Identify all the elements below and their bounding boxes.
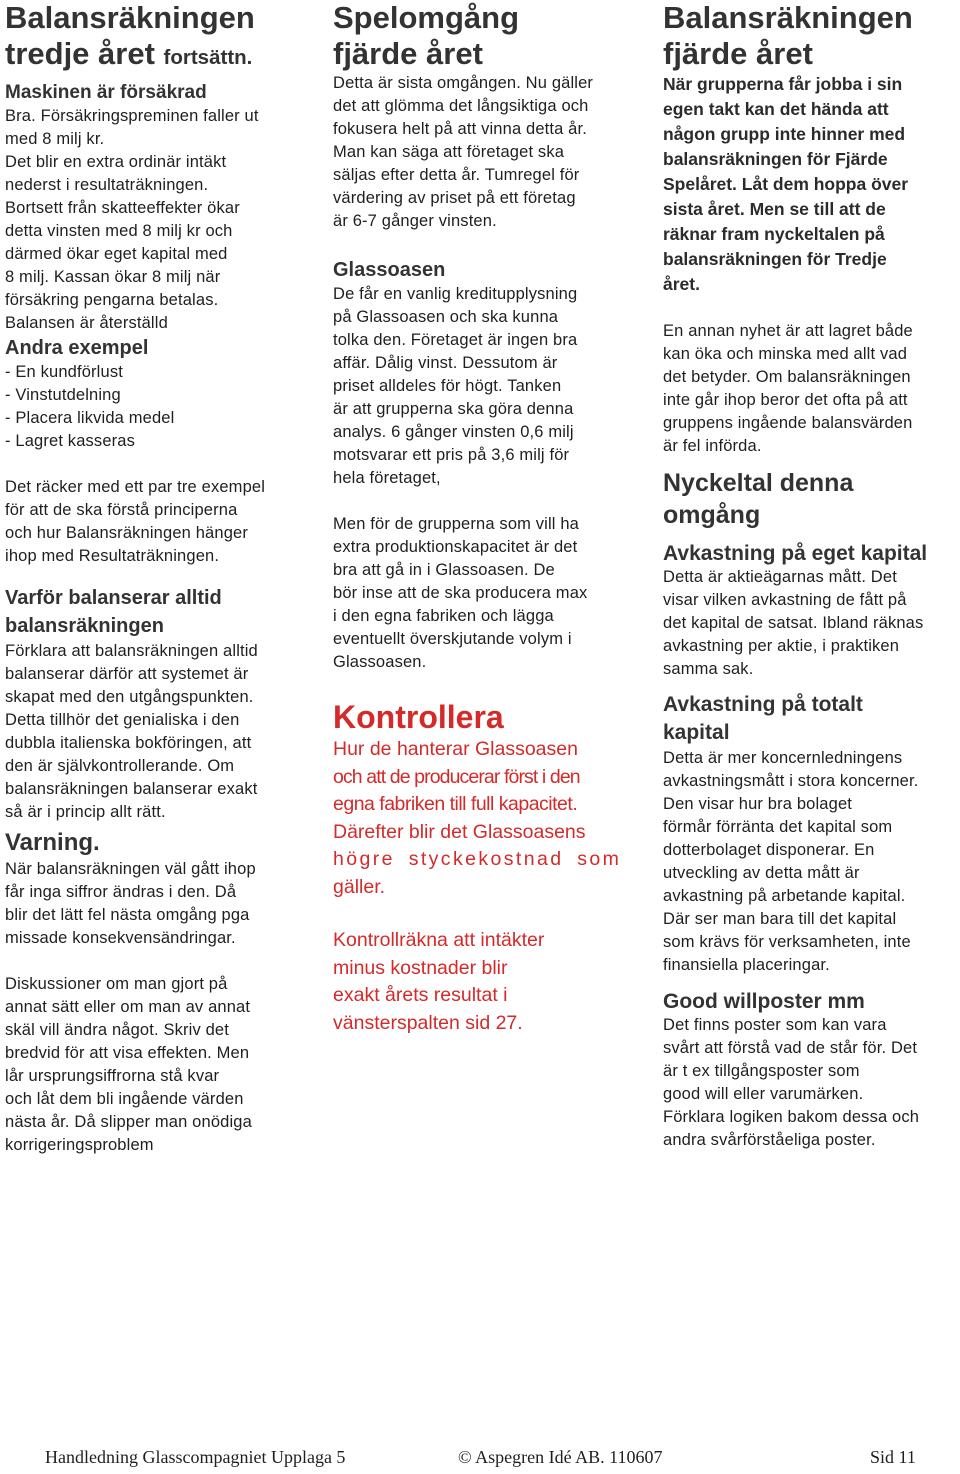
heading-kontrollera: Kontrollera — [333, 699, 504, 735]
text-line: balansräkningen för Fjärde — [663, 149, 888, 169]
text-line: De får en vanlig kreditupplysning — [333, 285, 578, 303]
text-line: ihop med Resultaträkningen. — [5, 547, 220, 565]
text-line: svårt att förstå vad de står för. Det — [663, 1039, 918, 1057]
text-line: och hur Balansräkningen hänger — [5, 524, 249, 542]
text-line: därmed ökar eget kapital med — [5, 245, 228, 263]
heading-balansrakningen-tredje — [5, 0, 315, 76]
text-line: får inga siffror ändras i den. Då — [5, 883, 237, 901]
text-line: på Glassoasen och ska kunna — [333, 308, 559, 326]
text-line: egen takt kan det hända att — [663, 99, 889, 119]
text-line: Men för de grupperna som vill ha — [333, 515, 580, 533]
text-line: annat sätt eller om man av annat — [5, 998, 251, 1016]
subheading-avkastning-totalt-kapital — [663, 691, 960, 747]
text-line: kan öka och minska med allt vad — [663, 345, 908, 363]
text-line: Detta tillhör det genialiska i den — [5, 711, 240, 729]
text-line: det kapital de satsat. Ibland räknas — [663, 614, 924, 632]
text-line: motsvarar ett pris på 3,6 milj för — [333, 446, 570, 464]
heading-line-2 — [5, 36, 315, 76]
subheading-avkastning-eget-kapital: Avkastning på eget kapital — [663, 542, 928, 565]
heading-line: omgång — [663, 501, 761, 529]
text-line: balanserar därför att systemet är — [5, 665, 249, 683]
text-line: är fel införda. — [663, 437, 762, 455]
text-line: finansiella placeringar. — [663, 956, 830, 974]
middle-column — [333, 0, 638, 1037]
subheading-andra-exempel: Andra exempel — [5, 337, 149, 359]
heading-line: kapital — [663, 721, 730, 744]
text-line: dotterbolaget disponerar. En — [663, 841, 875, 859]
text-line: lår ursprungsiffrorna stå kvar — [5, 1067, 220, 1085]
text-line: för att de ska förstå principerna — [5, 501, 238, 519]
text-line: bra att gå in i Glassoasen. De — [333, 561, 555, 579]
list-item: - Vinstutdelning — [5, 386, 121, 404]
text-line: andra svårförståeliga poster. — [663, 1131, 876, 1149]
subheading-varfor — [5, 584, 315, 640]
heading-line: Varför balanserar alltid — [5, 587, 222, 609]
text-line: Det räcker med ett par tre exempel — [5, 478, 266, 496]
paragraph-koncern — [663, 747, 960, 977]
text-line: Därefter blir det Glassoasens — [333, 820, 586, 843]
subheading-varning: Varning. — [5, 829, 100, 856]
heading-line: balansräkningen — [5, 615, 164, 637]
text-line: Förklara att balansräkningen alltid — [5, 642, 258, 660]
text-line: samma sak. — [663, 660, 754, 678]
text-line: missade konsekvensändringar. — [5, 929, 236, 947]
text-line: försäkring pengarna betalas. — [5, 291, 219, 309]
text-line: priset alldeles för högt. Tanken — [333, 377, 562, 395]
text-line: Balansen är återställd — [5, 314, 168, 332]
footer-title: Handledning Glasscompagniet Upplaga 5 — [45, 1447, 346, 1467]
text-line: högre styckekostnad som — [333, 848, 622, 870]
paragraph-kontrollera — [333, 736, 638, 901]
subheading-good-will: Good willposter mm — [663, 990, 865, 1013]
paragraph-aktieagare — [663, 566, 960, 681]
paragraph-diskussioner — [5, 973, 315, 1157]
text-line: Det finns poster som kan vara — [663, 1016, 887, 1034]
heading-line-1: Balansräkningen — [5, 0, 255, 35]
text-line: nästa år. Då slipper man onödiga — [5, 1113, 252, 1131]
text-line: någon grupp inte hinner med — [663, 124, 906, 144]
paragraph-sista-omgangen — [333, 72, 638, 233]
heading-line: Nyckeltal denna — [663, 469, 854, 497]
text-line: det betyder. Om balansräkningen — [663, 368, 911, 386]
right-column — [663, 0, 960, 1152]
text-line: När grupperna får jobba i sin — [663, 74, 903, 94]
page-footer — [0, 1447, 960, 1473]
list-item: - Lagret kasseras — [5, 432, 136, 450]
text-line: Bortsett från skatteeffekter ökar — [5, 199, 240, 217]
text-line: En annan nyhet är att lagret både — [663, 322, 913, 340]
text-line: gruppens ingående balansvärden — [663, 414, 913, 432]
text-line: nederst i resultaträkningen. — [5, 176, 209, 194]
paragraph-kontrollrakna — [333, 927, 638, 1037]
text-line: balansräkningen för Tredje — [663, 249, 887, 269]
paragraph-forsakring — [5, 105, 315, 335]
paragraph-lagret — [663, 320, 960, 458]
text-line: egna fabriken till full kapacitet. — [333, 793, 578, 815]
list-item: - Placera likvida medel — [5, 409, 175, 427]
subheading-glassoasen: Glassoasen — [333, 259, 446, 281]
text-line: extra produktionskapacitet är det — [333, 538, 578, 556]
text-line: säljas efter detta år. Tumregel för — [333, 166, 580, 184]
text-line: är t ex tillgångsposter som — [663, 1062, 860, 1080]
text-line: gäller. — [333, 875, 386, 898]
text-line: minus kostnader blir — [333, 956, 508, 979]
text-line: korrigeringsproblem — [5, 1136, 154, 1154]
text-line: Diskussioner om man gjort på — [5, 975, 228, 993]
heading-line: Avkastning på totalt — [663, 693, 863, 716]
example-list — [5, 361, 315, 453]
text-line: året. — [663, 274, 700, 294]
text-line: bredvid för att visa effekten. Men — [5, 1044, 250, 1062]
text-line: hela företaget, — [333, 469, 441, 487]
text-line: värdering av priset på ett företag — [333, 189, 576, 207]
text-line: Hur de hanterar Glassoasen — [333, 738, 578, 760]
text-line: är att grupperna ska göra denna — [333, 400, 574, 418]
text-line: Bra. Försäkringspreminen faller ut — [5, 107, 259, 125]
heading-line: fjärde året — [333, 36, 483, 71]
heading-line: Balansräkningen — [663, 0, 913, 35]
heading-main: tredje året — [5, 36, 155, 71]
heading-line: Spelomgång — [333, 0, 520, 35]
text-line: vänsterspalten sid 27. — [333, 1011, 523, 1034]
text-line: Där ser man bara till det kapital — [663, 910, 897, 928]
text-line: sista året. Men se till att de — [663, 199, 886, 219]
text-line: tolka den. Företaget är ingen bra — [333, 331, 578, 349]
text-line: visar vilken avkastning de fått på — [663, 591, 907, 609]
text-line: Spelåret. Låt dem hoppa över — [663, 174, 909, 194]
paragraph-produktionskapacitet — [333, 513, 638, 674]
text-line: avkastningsmått i stora koncerner. — [663, 772, 919, 790]
text-line: avkastning på arbetande kapital. — [663, 887, 906, 905]
text-line: avkastning per aktie, i praktiken — [663, 637, 900, 655]
left-column — [5, 0, 315, 1157]
text-line: Kontrollräkna att intäkter — [333, 929, 545, 951]
text-line: så är i princip allt rätt. — [5, 803, 166, 821]
text-line: balansräkningen balanserar exakt — [5, 780, 258, 798]
text-line: dubbla italienska bokföringen, att — [5, 734, 252, 752]
paragraph-balanserar — [5, 640, 315, 824]
paragraph-exempel — [5, 476, 315, 568]
heading-spelomgang — [333, 0, 638, 72]
text-line: skäl vill ändra något. Skriv det — [5, 1021, 229, 1039]
text-line: Man kan säga att företaget ska — [333, 143, 565, 161]
heading-balansrakningen-fjarde — [663, 0, 960, 72]
text-line: Det blir en extra ordinär intäkt — [5, 153, 227, 171]
paragraph-varning — [5, 858, 315, 950]
text-line: blir det lätt fel nästa omgång pga — [5, 906, 250, 924]
text-line: Den visar hur bra bolaget — [663, 795, 853, 813]
text-line: och att de producerar först i den — [333, 765, 580, 788]
text-line: 8 milj. Kassan ökar 8 milj när — [5, 268, 221, 286]
heading-line: fjärde året — [663, 36, 813, 71]
text-line: eventuellt överskjutande volym i — [333, 630, 572, 648]
text-line: förmår förränta det kapital som — [663, 818, 893, 836]
text-line: good will eller varumärken. — [663, 1085, 864, 1103]
text-line: och låt dem bli ingående värden — [5, 1090, 244, 1108]
text-line: den är självkontrollerande. Om — [5, 757, 235, 775]
text-line: exakt årets resultat i — [333, 984, 508, 1006]
text-line: är 6-7 gånger vinsten. — [333, 212, 497, 230]
paragraph-egen-takt — [663, 72, 960, 297]
text-line: analys. 6 gånger vinsten 0,6 milj — [333, 423, 574, 441]
text-line: bör inse att de ska producera max — [333, 584, 588, 602]
text-line: När balansräkningen väl gått ihop — [5, 860, 256, 878]
text-line: Detta är sista omgången. Nu gäller — [333, 74, 594, 92]
text-line: Förklara logiken bakom dessa och — [663, 1108, 920, 1126]
text-line: som krävs för verksamheten, inte — [663, 933, 911, 951]
paragraph-good-will — [663, 1014, 960, 1152]
footer-copyright: © Aspegren Idé AB. 110607 — [458, 1447, 663, 1467]
heading-continued: fortsättn. — [163, 46, 253, 69]
text-line: detta vinsten med 8 milj kr och — [5, 222, 233, 240]
paragraph-glassoasen — [333, 283, 638, 490]
text-line: utveckling av detta mått är — [663, 864, 860, 882]
text-line: inte går ihop beror det ofta på att — [663, 391, 908, 409]
text-line: med 8 milj kr. — [5, 130, 105, 148]
text-line: Detta är aktieägarnas mått. Det — [663, 568, 897, 586]
list-item: - En kundförlust — [5, 363, 123, 381]
text-line: affär. Dålig vinst. Dessutom är — [333, 354, 558, 372]
text-line: Detta är mer koncernledningens — [663, 749, 903, 767]
subheading-maskinen: Maskinen är försäkrad — [5, 82, 207, 103]
text-line: det att glömma det långsiktiga och — [333, 97, 589, 115]
text-line: i den egna fabriken och lägga — [333, 607, 554, 625]
text-line: skapat med den utgångspunkten. — [5, 688, 254, 706]
footer-page-number: Sid 11 — [870, 1447, 916, 1467]
text-line: räknar fram nyckeltalen på — [663, 224, 885, 244]
subheading-nyckeltal — [663, 467, 960, 531]
text-line: Glassoasen. — [333, 653, 427, 671]
text-line: fokusera helt på att vinna detta år. — [333, 120, 587, 138]
